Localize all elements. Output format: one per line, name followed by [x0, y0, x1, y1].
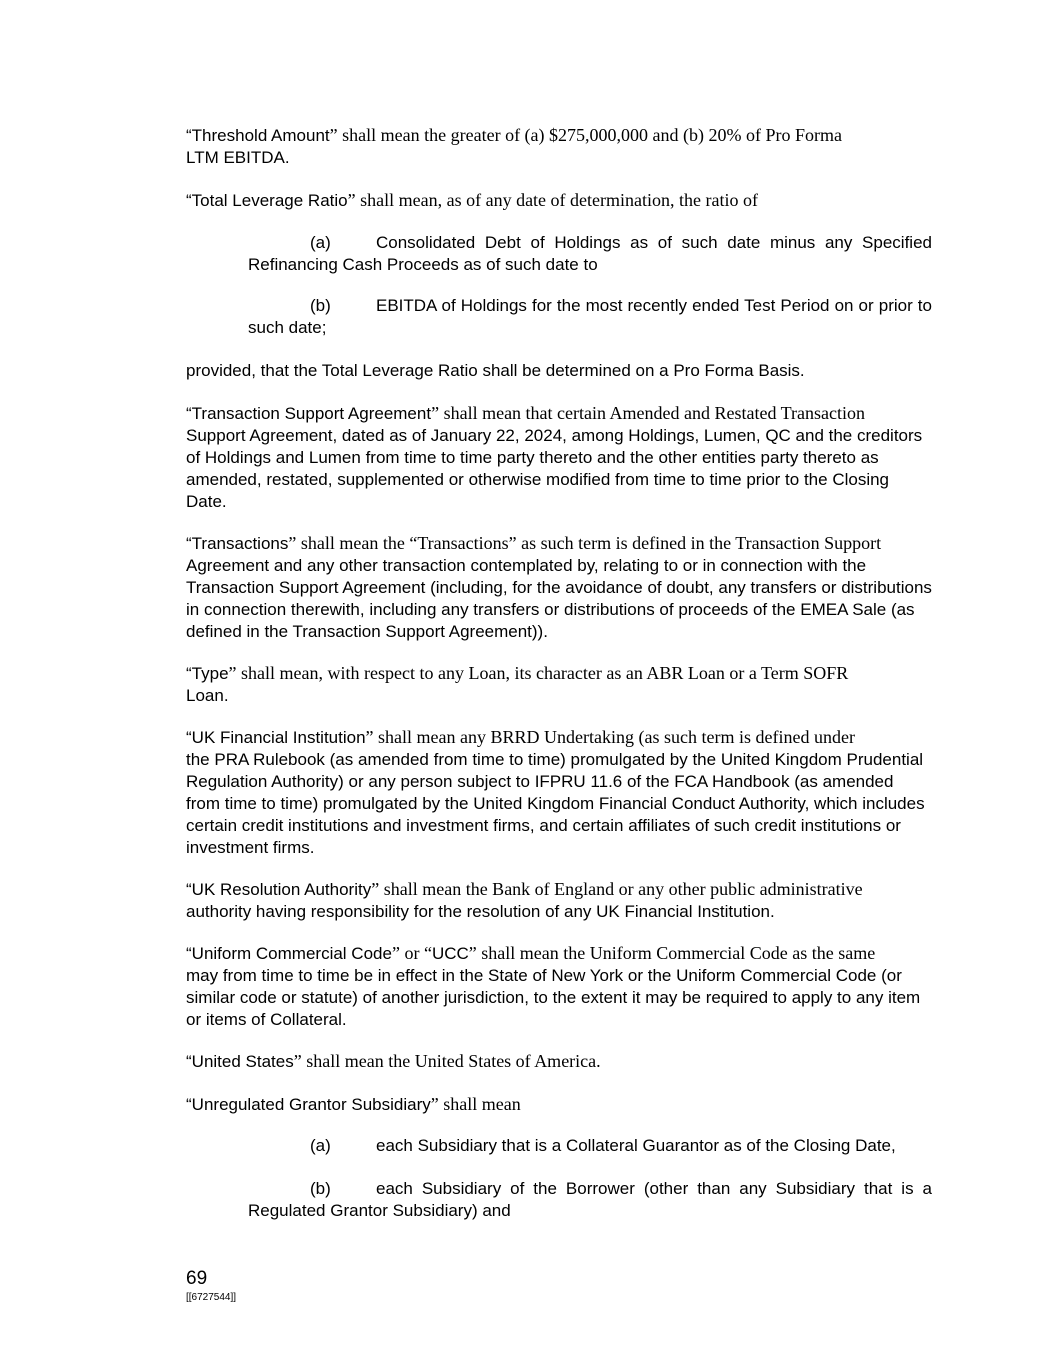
definition-text: the PRA Rulebook (as amended from time to time) promulgated by the United Kingdom Prudential Regulation Authority) or any person subject to IFPRU 11.6 of the FCA Handbook (as amended from time to time) promulgated by the United Kingdom Financial Conduct Authority, which includes certain credit institutions and investment firms, and certain affiliates of such credit institutions or investment firms. [186, 750, 925, 857]
definition-lead: shall mean, with respect to any Loan, its character as an ABR Loan or a Term SOFR [236, 663, 849, 683]
definition-unregulated-grantor-subsidiary: “Unregulated Grantor Subsidiary” shall mean [186, 1094, 521, 1114]
definition-lead: shall mean the “Transactions” as such term is defined in the Transaction Support [296, 533, 882, 553]
definition-lead: shall mean that certain Amended and Restated Transaction [439, 403, 865, 423]
definition-lead: shall mean the United States of America. [301, 1051, 601, 1071]
page-number: 69 [186, 1268, 208, 1289]
definition-uniform-commercial-code: “Uniform Commercial Code” or “UCC” shall mean the Uniform Commercial Code as the same may from time to time be in effect in the State of New York or the Uniform Commercial Code (or similar code or statute) of another jurisdiction, to the extent it may be required to apply to any item or items of Collateral. [186, 943, 921, 1029]
definition-text: Loan. [186, 686, 229, 705]
definition-lead: shall mean the Uniform Commercial Code as the same [476, 943, 876, 963]
defined-term: Uniform Commercial Code [191, 944, 392, 963]
clause-a [248, 232, 932, 276]
definition-total-leverage-ratio: “Total Leverage Ratio” shall mean, as of any date of determination, the ratio of [186, 190, 758, 210]
definition-uk-resolution-authority: “UK Resolution Authority” shall mean the Bank of England or any other public administrative authority having responsibility for the resolution of any UK Financial Institution. [186, 879, 863, 921]
defined-term: UK Resolution Authority [191, 880, 372, 899]
defined-term: Transactions [191, 534, 289, 553]
defined-term: Threshold Amount [191, 126, 330, 145]
clause-text: EBITDA of Holdings for the most recently ended Test Period on or prior to such date; [248, 296, 932, 337]
definition-united-states: “United States” shall mean the United States of America. [186, 1051, 601, 1071]
clause-label: (a) [310, 1136, 331, 1155]
defined-term: UK Financial Institution [191, 728, 366, 747]
definition-uk-financial-institution: “UK Financial Institution” shall mean any BRRD Undertaking (as such term is defined under the PRA Rulebook (as amended from time to time) promulgated by the United Kingdom Prudential Regulation Authority) or any person subject to IFPRU 11.6 of the FCA Handbook (as amended from time to time) promulgated by the United Kingdom Financial Conduct Authority, which includes certain credit institutions and investment firms, and certain affiliates of such credit institutions or investment firms. [186, 727, 925, 857]
defined-term: Type [191, 664, 229, 683]
clause-label: (b) [310, 1179, 331, 1198]
definition-text: may from time to time be in effect in the State of New York or the Uniform Commercial Code (or similar code or statute) of another jurisdiction, to the extent it may be required to apply to any item or items of Collateral. [186, 966, 921, 1029]
definition-type: “Type” shall mean, with respect to any Loan, its character as an ABR Loan or a Term SOFR Loan. [186, 663, 849, 705]
clause-a [248, 1135, 932, 1157]
clause-label: (a) [310, 233, 331, 252]
clause-text: each Subsidiary of the Borrower (other than any Subsidiary that is a Regulated Grantor Subsidiary) and [248, 1179, 932, 1220]
definition-lead: shall mean the greater of (a) $275,000,000 and (b) 20% of Pro Forma [337, 125, 843, 145]
clause-text: Consolidated Debt of Holdings as of such date minus any Specified Refinancing Cash Proceeds as of such date to [248, 233, 932, 274]
definition-transaction-support-agreement: “Transaction Support Agreement” shall mean that certain Amended and Restated Transaction Support Agreement, dated as of January 22, 2024, among Holdings, Lumen, QC and the creditors of Holdings and Lumen from time to time party thereto and the other entities party thereto as amended, restated, supplemented or otherwise modified from time to time prior to the Closing Date. [186, 403, 923, 511]
clause-label: (b) [310, 296, 331, 315]
defined-term: Unregulated Grantor Subsidiary [191, 1095, 431, 1114]
clause-b [248, 295, 932, 339]
proviso-text: provided, that the Total Leverage Ratio shall be determined on a Pro Forma Basis. [186, 361, 805, 380]
defined-term: Transaction Support Agreement [191, 404, 432, 423]
defined-term-abbrev: UCC [431, 944, 469, 963]
definition-threshold-amount: “Threshold Amount” shall mean the greater of (a) $275,000,000 and (b) 20% of Pro Forma LTM EBITDA. [186, 125, 843, 167]
definition-lead: shall mean any BRRD Undertaking (as such term is defined under [373, 727, 855, 747]
defined-term: Total Leverage Ratio [191, 191, 348, 210]
document-id: [[6727544]] [186, 1292, 237, 1303]
clause-text: each Subsidiary that is a Collateral Guarantor as of the Closing Date, [376, 1136, 896, 1155]
definition-transactions: “Transactions” shall mean the “Transactions” as such term is defined in the Transaction Support Agreement and any other transaction contemplated by, relating to or in connection with the Transaction Support Agreement (including, for the avoidance of doubt, any transfers or distributions in connection therewith, including any transfers or distributions of proceeds of the EMEA Sale (as defined in the Transaction Support Agreement)). [186, 533, 932, 641]
connector-text: or [399, 943, 424, 963]
definition-text: authority having responsibility for the resolution of any UK Financial Institution. [186, 902, 775, 921]
definition-text: Agreement and any other transaction contemplated by, relating to or in connection with the Transaction Support Agreement (including, for the avoidance of doubt, any transfers or distributions in connection therewith, including any transfers or distributions of proceeds of the EMEA Sale (as defined in the Transaction Support Agreement)). [186, 556, 932, 641]
definition-lead: shall mean, as of any date of determination, the ratio of [355, 190, 758, 210]
definition-lead: shall mean the Bank of England or any other public administrative [379, 879, 863, 899]
definition-text: LTM EBITDA. [186, 148, 290, 167]
defined-term: United States [191, 1052, 294, 1071]
clause-b [248, 1178, 932, 1222]
definition-lead: shall mean [438, 1094, 521, 1114]
definition-text: Support Agreement, dated as of January 22, 2024, among Holdings, Lumen, QC and the creditors of Holdings and Lumen from time to time party thereto and the other entities party thereto as amended, restated, supplemented or otherwise modified from time to time prior to the Closing Date. [186, 426, 923, 511]
